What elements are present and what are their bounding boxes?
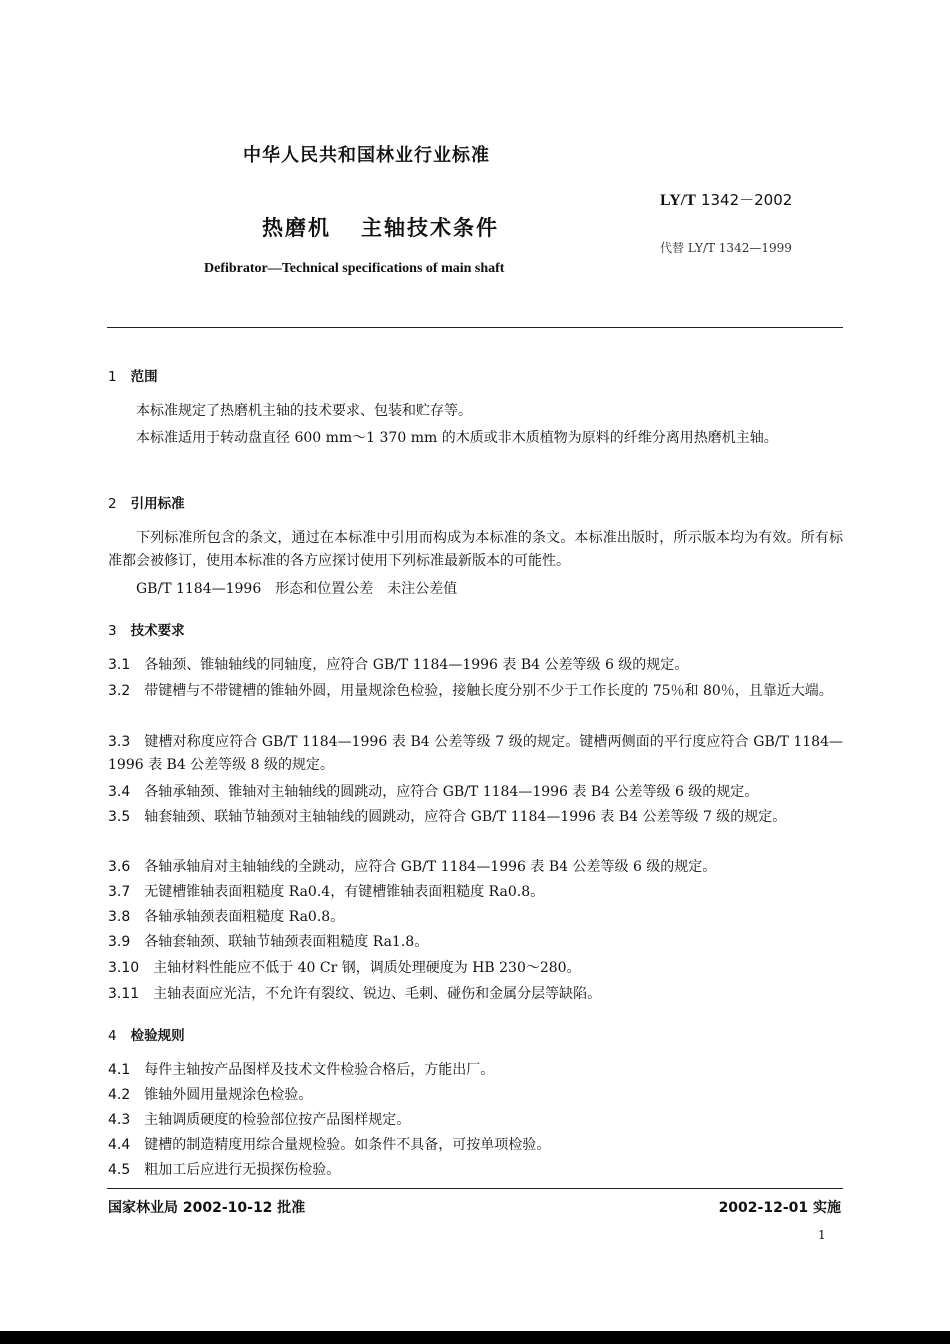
standard-number: 1342－2002 [700, 191, 793, 209]
clause-3-10 [108, 957, 843, 980]
section-title: 范围 [130, 369, 158, 385]
section-title: 引用标准 [130, 496, 185, 512]
clause-text: 主轴材料性能应不低于 40 Cr 钢，调质处理硬度为 HB 230～280。 [153, 960, 581, 976]
clause-text: 轴套轴颈、联轴节轴颈对主轴轴线的圆跳动，应符合 GB/T 1184—1996 表 B4 公差等级 7 级的规定。 [144, 809, 787, 825]
section-2-heading [108, 492, 185, 512]
clause-text: 各轴承轴肩对主轴轴线的全跳动，应符合 GB/T 1184—1996 表 B4 公差等级 6 级的规定。 [144, 859, 717, 875]
issue-date: 国家林业局 2002-10-12 批准 [108, 1200, 306, 1216]
effective-date: 2002-12-01 实施 [718, 1200, 841, 1216]
title-part-1: 热磨机 [262, 216, 331, 240]
clause-text: 锥轴外圆用量规涂色检验。 [144, 1087, 313, 1103]
section-1-paragraph-1: 本标准规定了热磨机主轴的技术要求、包装和贮存等。 [136, 403, 472, 419]
clause-4-5 [108, 1159, 843, 1182]
clause-number: 3.3 [108, 734, 131, 750]
section-number: 2 [108, 496, 117, 512]
clause-text: 无键槽锥轴表面粗糙度 Ra0.4，有键槽锥轴表面粗糙度 Ra0.8。 [144, 884, 545, 900]
clause-text: 各轴套轴颈、联轴节轴颈表面粗糙度 Ra1.8。 [144, 934, 429, 950]
clause-number: 3.9 [108, 934, 131, 950]
standard-code [660, 189, 792, 210]
clause-3-3 [108, 731, 843, 777]
clause-4-1 [108, 1059, 843, 1082]
clause-3-7 [108, 881, 843, 904]
clause-text: 各轴承轴颈表面粗糙度 Ra0.8。 [144, 909, 345, 925]
section-1-heading [108, 365, 158, 385]
clause-number: 4.5 [108, 1162, 131, 1178]
title-part-2: 主轴技术条件 [361, 216, 499, 240]
clause-text: 粗加工后应进行无损探伤检验。 [144, 1162, 341, 1178]
clause-number: 3.7 [108, 884, 131, 900]
clause-number: 4.4 [108, 1137, 131, 1153]
page-number: 1 [818, 1228, 826, 1242]
section-number: 4 [108, 1028, 117, 1044]
clause-text: 每件主轴按产品图样及技术文件检验合格后，方能出厂。 [144, 1062, 495, 1078]
clause-number: 3.1 [108, 657, 131, 673]
clause-number: 3.6 [108, 859, 131, 875]
clause-text: 带键槽与不带键槽的锥轴外圆，用量规涂色检验，接触长度分别不少于工作长度的 75％和 80％，且靠近大端。 [144, 683, 833, 699]
footer-divider [107, 1188, 843, 1189]
clause-4-4 [108, 1134, 843, 1157]
clause-number: 3.8 [108, 909, 131, 925]
clause-number: 3.10 [108, 960, 140, 976]
clause-4-3 [108, 1109, 843, 1132]
clause-4-2 [108, 1084, 843, 1107]
clause-text: 主轴表面应光洁，不允许有裂纹、锐边、毛刺、碰伤和金属分层等缺陷。 [153, 986, 602, 1002]
clause-number: 3.5 [108, 809, 131, 825]
clause-3-5 [108, 806, 843, 829]
normative-reference: GB/T 1184—1996 形态和位置公差 未注公差值 [136, 581, 458, 597]
clause-3-8 [108, 906, 843, 929]
clause-number: 3.4 [108, 784, 131, 800]
english-title: Defibrator—Technical specifications of main shaft [204, 261, 505, 276]
clause-3-9 [108, 931, 843, 954]
clause-3-2 [108, 680, 843, 703]
document-title [262, 212, 499, 242]
clause-3-6 [108, 856, 843, 879]
clause-text: 键槽对称度应符合 GB/T 1184—1996 表 B4 公差等级 7 级的规定。键槽两侧面的平行度应符合 GB/T 1184—1996 表 B4 公差等级 8 级的规定。 [108, 734, 843, 773]
standard-prefix: LY/T [660, 192, 696, 209]
section-title: 检验规则 [130, 1028, 185, 1044]
clause-number: 4.2 [108, 1087, 131, 1103]
section-4-heading [108, 1024, 185, 1044]
section-2-paragraph-1: 下列标准所包含的条文，通过在本标准中引用而构成为本标准的条文。本标准出版时，所示版本均为有效。所有标准都会被修订，使用本标准的各方应探讨使用下列标准最新版本的可能性。 [108, 530, 843, 569]
replaces-standard: 代替 LY/T 1342—1999 [660, 241, 792, 255]
clause-3-1 [108, 654, 843, 677]
clause-text: 各轴承轴颈、锥轴对主轴轴线的圆跳动，应符合 GB/T 1184—1996 表 B4 公差等级 6 级的规定。 [144, 784, 759, 800]
clause-number: 4.3 [108, 1112, 131, 1128]
section-3-heading [108, 619, 185, 639]
scan-bottom-bar [0, 1331, 950, 1344]
header-divider [107, 327, 843, 328]
clause-3-4 [108, 781, 843, 804]
clause-number: 3.2 [108, 683, 131, 699]
clause-text: 各轴颈、锥轴轴线的同轴度，应符合 GB/T 1184—1996 表 B4 公差等级 6 级的规定。 [144, 657, 689, 673]
clause-text: 主轴调质硬度的检验部位按产品图样规定。 [144, 1112, 411, 1128]
section-title: 技术要求 [130, 623, 185, 639]
section-number: 3 [108, 623, 117, 639]
clause-text: 键槽的制造精度用综合量规检验。如条件不具备，可按单项检验。 [144, 1137, 551, 1153]
section-number: 1 [108, 369, 117, 385]
clause-number: 4.1 [108, 1062, 131, 1078]
section-1-paragraph-2: 本标准适用于转动盘直径 600 mm～1 370 mm 的木质或非木质植物为原料的纤维分离用热磨机主轴。 [136, 430, 778, 446]
org-title: 中华人民共和国林业行业标准 [243, 145, 490, 166]
clause-number: 3.11 [108, 986, 140, 1002]
clause-3-11 [108, 983, 843, 1006]
